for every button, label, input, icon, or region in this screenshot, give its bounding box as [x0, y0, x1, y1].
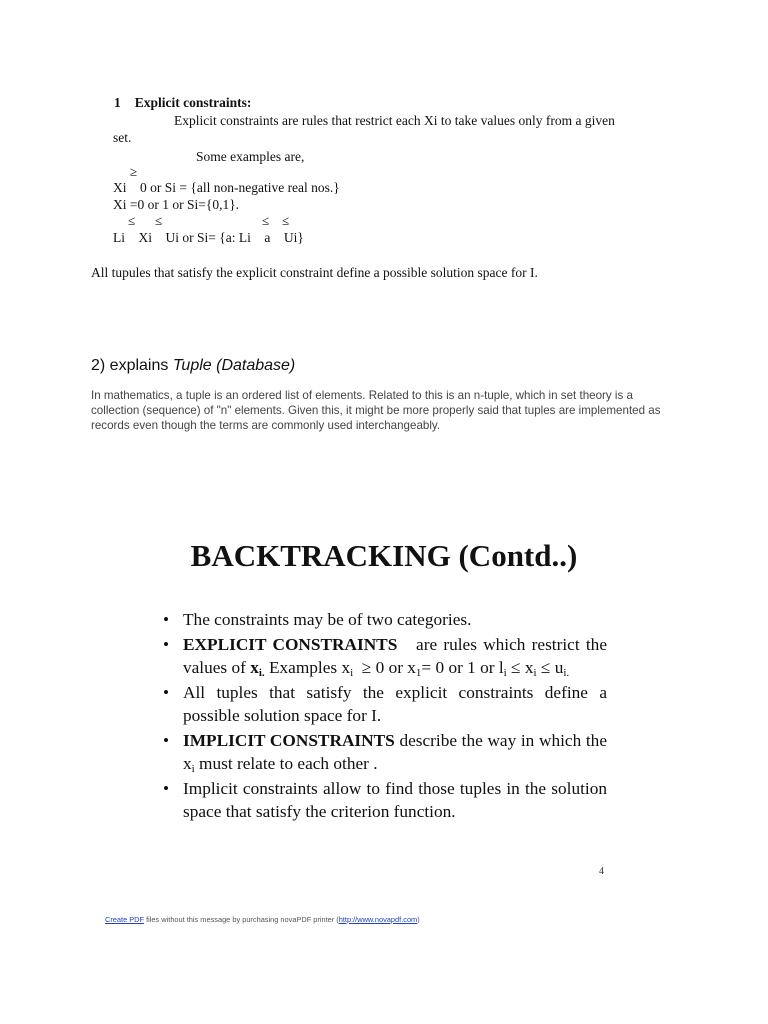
slide-bullet-2-rest: = 0 or 1 or l — [421, 658, 504, 677]
slide-bullet-2-leq1: ≤ x — [511, 658, 534, 677]
section1-summary: All tupules that satisfy the explicit constraint define a possible solution space for I. — [91, 265, 538, 280]
slide-bullet-4 — [163, 729, 607, 775]
slide-bullet-5-text: Implicit constraints allow to find those tuples in the solution space that satisfy the criterion function. — [183, 779, 607, 821]
section1-intro-cont: set. — [113, 130, 132, 145]
bullet-icon: • — [163, 635, 170, 654]
example-line-3: Li Xi Ui or Si= {a: Li a Ui} — [113, 230, 304, 245]
example-line-1: Xi 0 or Si = {all non-negative real nos.} — [113, 180, 340, 195]
leq-symbol-1: ≤ — [128, 213, 136, 228]
leq-symbol-2: ≤ — [155, 213, 163, 228]
slide-bullets — [163, 608, 607, 825]
slide-bullet-1-text: The constraints may be of two categories. — [183, 610, 472, 629]
slide-bullet-2-bold: EXPLICIT CONSTRAINTS — [183, 635, 398, 654]
sub-1: 1 — [415, 667, 422, 679]
slide-bullet-2 — [163, 633, 607, 679]
section1-some-examples: Some examples are, — [196, 149, 305, 164]
section1-number: 1 — [114, 95, 121, 110]
section2-heading-emph: Tuple (Database) — [172, 357, 296, 374]
sub-i: i — [191, 763, 195, 775]
slide-bullet-2-leq2: ≤ u — [540, 658, 564, 677]
bullet-icon: • — [163, 731, 170, 750]
footer-text: files without this message by purchasing novaPDF printer ( — [144, 915, 339, 924]
slide-bullet-2-x: x — [250, 658, 259, 677]
section1-title: Explicit constraints: — [134, 95, 252, 110]
novapdf-link[interactable]: http://www.novapdf.com — [338, 915, 418, 924]
bullet-icon: • — [163, 610, 170, 629]
section2-heading — [91, 357, 295, 375]
bullet-icon: • — [163, 683, 170, 702]
bullet-icon: • — [163, 779, 170, 798]
slide-bullet-4-text: describe the way in which the x — [183, 731, 607, 773]
section1-heading — [114, 95, 251, 111]
example-line-2: Xi =0 or 1 or Si={0,1}. — [113, 197, 240, 212]
slide-bullet-3-text: All tuples that satisfy the explicit constraints define a possible solution space for I. — [183, 683, 607, 725]
sub-i: i — [533, 667, 537, 679]
slide-bullet-1 — [163, 608, 607, 631]
slide-bullet-2-geq: ≥ 0 or x — [361, 658, 416, 677]
section1-intro: Explicit constraints are rules that restrict each Xi to take values only from a given — [174, 113, 615, 128]
leq-symbol-3: ≤ — [262, 213, 270, 228]
leq-symbol-4: ≤ — [282, 213, 290, 228]
section2-paragraph: In mathematics, a tuple is an ordered list of elements. Related to this is an n-tuple, which in set theory is a collection (sequence) of "n" elements. Given this, it might be more properly said that tuples are implemented as records even though the terms are commonly used interchangeably. — [91, 389, 661, 432]
create-pdf-link[interactable]: Create PDF — [105, 915, 145, 924]
footer-text-end: ) — [417, 915, 420, 924]
slide-bullet-2-sub: i. — [258, 667, 265, 679]
slide-bullet-4-rest: must relate to each other . — [199, 754, 378, 773]
section2-heading-prefix: 2) explains — [91, 357, 173, 374]
sub-i: i. — [563, 667, 570, 679]
slide-bullet-5 — [163, 777, 607, 823]
slide-bullet-3 — [163, 681, 607, 727]
geq-symbol: ≥ — [130, 164, 138, 179]
page-number: 4 — [599, 866, 604, 877]
slide-bullet-2-examples: Examples x — [268, 658, 351, 677]
sub-i: i — [503, 667, 507, 679]
slide-bullet-4-bold: IMPLICIT CONSTRAINTS — [183, 731, 395, 750]
slide-title: BACKTRACKING (Contd..) — [190, 538, 578, 573]
footer — [105, 915, 420, 924]
slide-bullet-2-text: are rules which restrict the values of — [183, 635, 607, 677]
sub-i: i — [350, 667, 354, 679]
